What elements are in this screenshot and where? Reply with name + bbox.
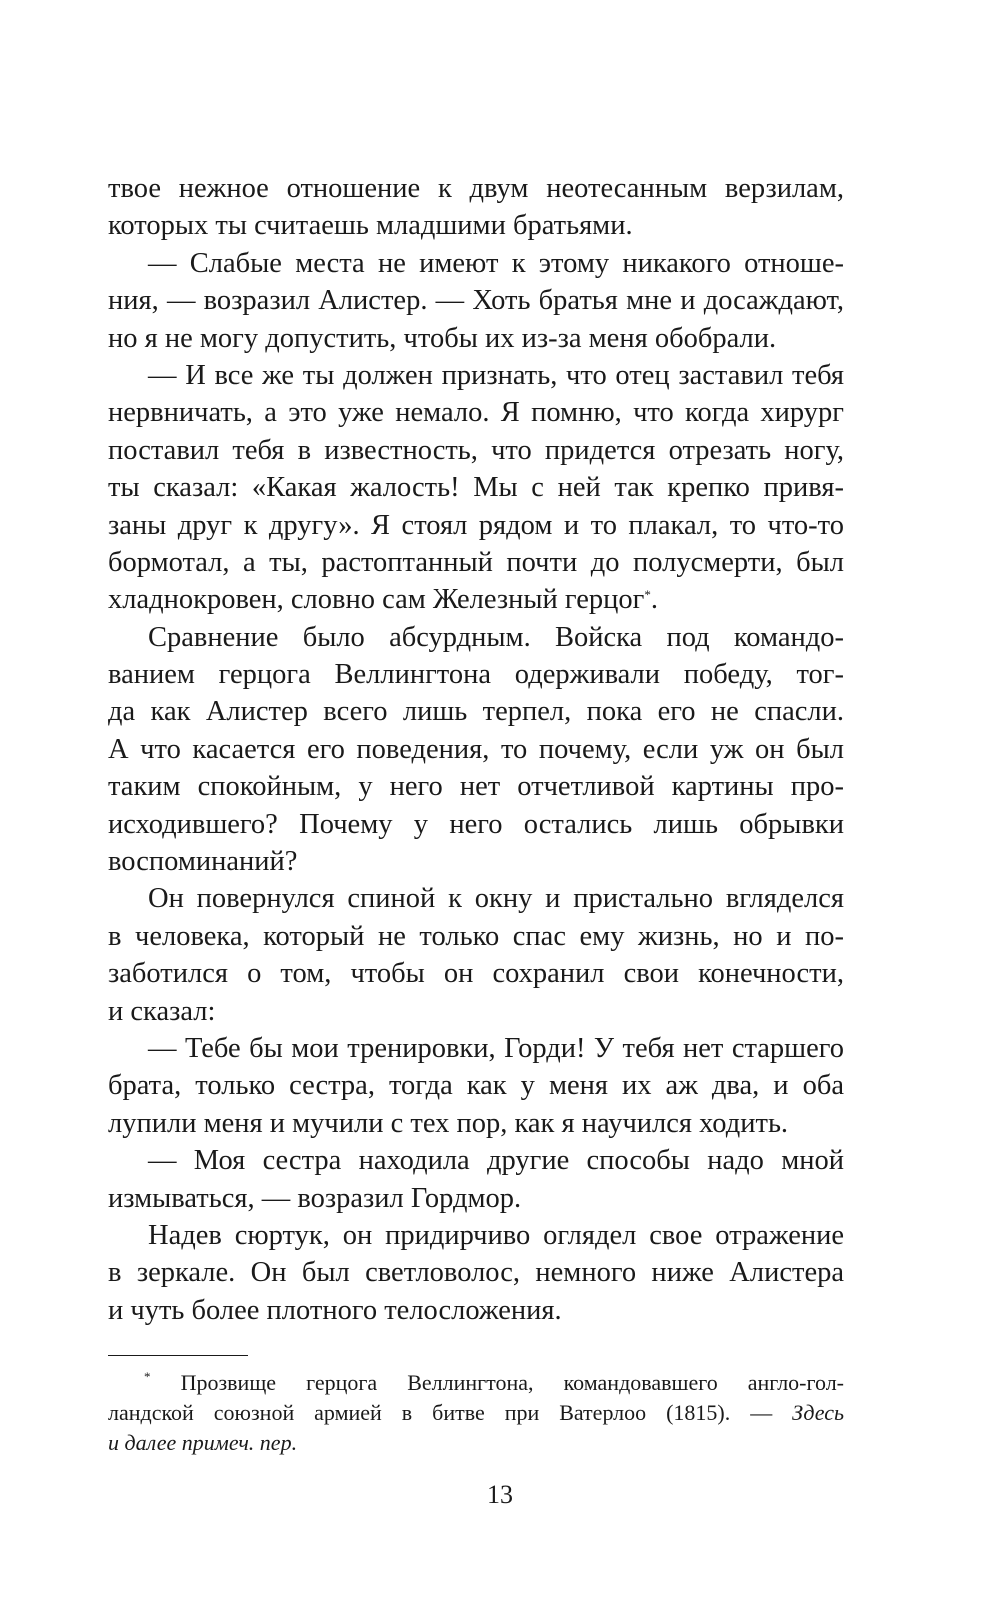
text-line: воспоминаний?: [108, 846, 298, 878]
main-text: [108, 170, 844, 1329]
text-line: — Слабые места не имеют к этому никакого отноше-: [148, 247, 844, 279]
text-line: А что касается его поведения, то почему, если уж он был: [108, 733, 844, 765]
text-line: измываться, — возразил Гордмор.: [108, 1182, 522, 1214]
footnote-text: Прозвище герцога Веллингтона, командовавшего англо-гол-: [180, 1370, 844, 1395]
line-end-period: .: [650, 584, 658, 616]
text-line: которых ты считаешь младшими братьями.: [108, 210, 633, 242]
text-line: поставил тебя в известность, что придется отрезать ногу,: [108, 434, 844, 466]
footnote-marker: *: [144, 1369, 151, 1384]
text-line: ты сказал: «Какая жалость! Мы с ней так крепко привя-: [108, 472, 844, 504]
text-line-content: хладнокровен, словно сам Железный герцог: [108, 584, 645, 616]
text-line: заны друг к другу». Я стоял рядом и то плакал, то что-то: [108, 509, 844, 541]
footnote-italic-text: Здесь: [792, 1400, 844, 1425]
text-line: Он повернулся спиной к окну и пристально вгляделся: [148, 883, 844, 915]
text-line: исходившего? Почему у него остались лишь обрывки: [108, 808, 844, 840]
footnote: [108, 1368, 844, 1458]
text-line: в человека, который не только спас ему жизнь, но и по-: [108, 920, 844, 952]
text-line: да как Алистер всего лишь терпел, пока его не спасли.: [108, 696, 844, 728]
text-line: заботился о том, чтобы он сохранил свои конечности,: [108, 958, 844, 990]
footnote-divider: [108, 1355, 248, 1356]
text-line: ванием герцога Веллингтона одерживали победу, тог-: [108, 659, 844, 691]
text-line: и чуть более плотного телосложения.: [108, 1294, 562, 1326]
text-line: бормотал, а ты, растоптанный почти до полусмерти, был: [108, 546, 844, 578]
text-line: лупили меня и мучили с тех пор, как я научился ходить.: [108, 1107, 789, 1139]
text-line: но я не могу допустить, чтобы их из-за меня обобрали.: [108, 322, 777, 354]
text-line: таким спокойным, у него нет отчетливой картины про-: [108, 771, 844, 803]
footnote-line: [108, 1368, 844, 1398]
footnote-reference: *: [644, 587, 651, 603]
footnote-italic-line: и далее примеч. пер.: [108, 1430, 298, 1455]
text-line: — Моя сестра находила другие способы надо мной: [148, 1145, 844, 1177]
text-line-with-footnote-ref: [108, 581, 844, 618]
text-line: — И все же ты должен признать, что отец заставил тебя: [148, 359, 844, 391]
text-line: Надев сюртук, он придирчиво оглядел свое отражение: [148, 1219, 844, 1251]
text-line: нервничать, а это уже немало. Я помню, что когда хирург: [108, 397, 844, 429]
text-line: Сравнение было абсурдным. Войска под командо-: [148, 621, 844, 653]
text-line: и сказал:: [108, 995, 216, 1027]
text-line: — Тебе бы мои тренировки, Горди! У тебя нет старшего: [148, 1032, 844, 1064]
footnote-line: [108, 1398, 844, 1428]
text-line: брата, только сестра, тогда как у меня их аж два, и оба: [108, 1070, 844, 1102]
text-line: ния, — возразил Алистер. — Хоть братья мне и досаждают,: [108, 285, 844, 317]
text-line: в зеркале. Он был светловолос, немного ниже Алистера: [108, 1257, 844, 1289]
footnote-text: ландской союзной армией в битве при Ватерлоо (1815). —: [108, 1400, 793, 1425]
page-number: 13: [487, 1480, 513, 1509]
text-line: твое нежное отношение к двум неотесанным верзилам,: [108, 173, 844, 204]
